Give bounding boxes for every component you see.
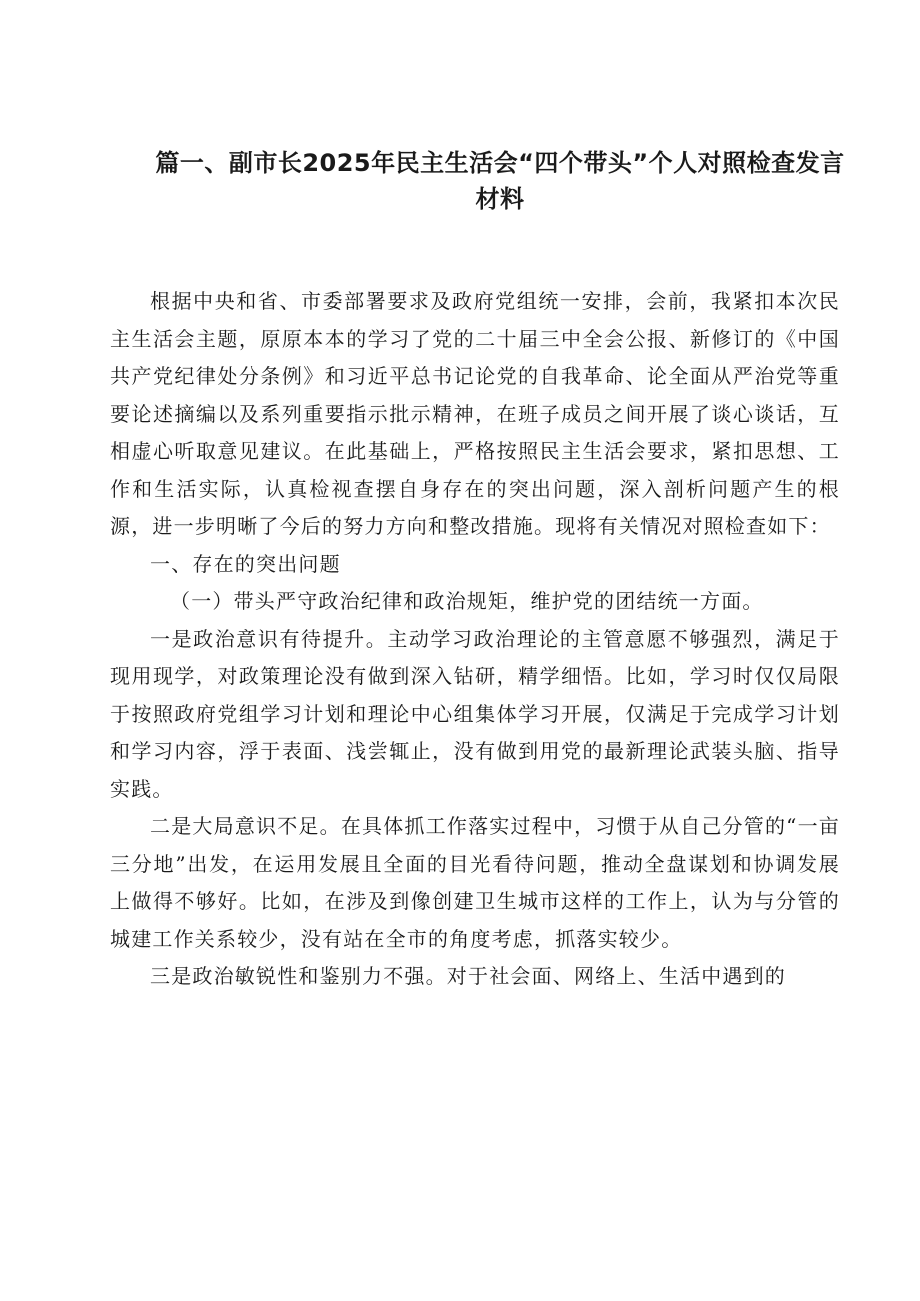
subsection-heading: （一）带头严守政治纪律和政治规矩，维护党的团结统一方面。 [170, 589, 764, 613]
section-heading: 一、存在的突出问题 [150, 551, 341, 576]
body-paragraph-overall-awareness: 二是大局意识不足。在具体抓工作落实过程中，习惯于从自己分管的“一亩三分地”出发，在运用发展且全面的目光看待问题，推动全盘谋划和协调发展上做得不够好。比如，在涉及到像创建卫生城市这样的工作上，认为与分管的城建工作关系较少，没有站在全市的角度考虑，抓落实较少。 [110, 814, 840, 951]
document-title: 篇一、副市长2025年民主生活会“四个带头”个人对照检查发言材料 [155, 149, 845, 213]
intro-paragraph: 根据中央和省、市委部署要求及政府党组统一安排，会前，我紧扣本次民主生活会主题，原原本本的学习了党的二十届三中全会公报、新修订的《中国共产党纪律处分条例》和习近平总书记论党的自我革命、论全面从严治党等重要论述摘编以及系列重要指示批示精神，在班子成员之间开展了谈心谈话，互相虚心听取意见建议。在此基础上，严格按照民主生活会要求，紧扣思想、工作和生活实际，认真检视查摆自身存在的突出问题，深入剖析问题产生的根源，进一步明晰了今后的努力方向和整改措施。现将有关情况对照检查如下： [110, 289, 840, 538]
body-paragraph-political-sensitivity: 三是政治敏锐性和鉴别力不强。对于社会面、网络上、生活中遇到的 [150, 964, 786, 988]
document-body [110, 283, 840, 996]
body-paragraph-political-awareness: 一是政治意识有待提升。主动学习政治理论的主管意愿不够强烈，满足于现用现学，对政策理论没有做到深入钻研，精学细悟。比如，学习时仅仅局限于按照政府党组学习计划和理论中心组集体学习开展，仅满足于完成学习计划和学习内容，浮于表面、浅尝辄止，没有做到用党的最新理论武装头脑、指导实践。 [110, 626, 840, 801]
